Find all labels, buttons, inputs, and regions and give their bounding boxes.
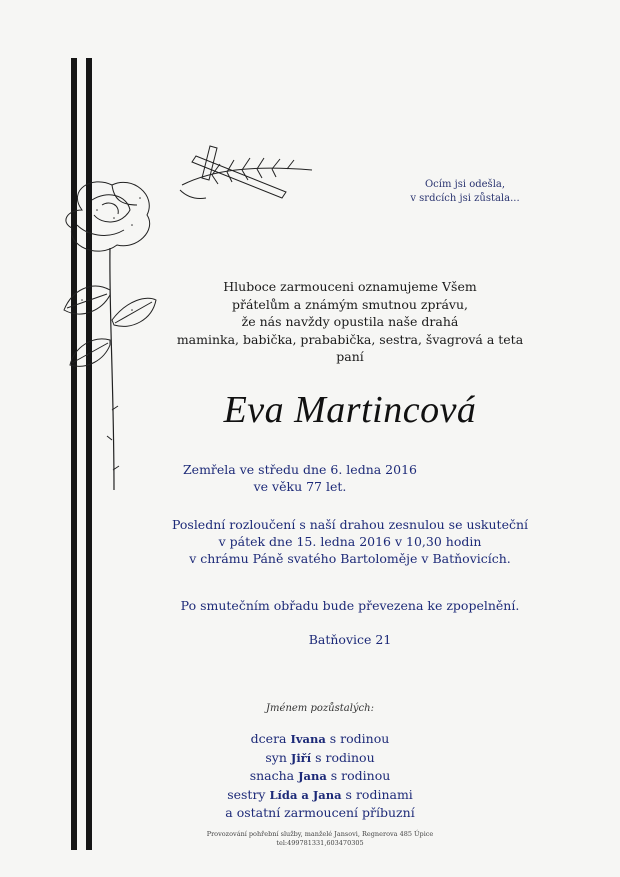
death-date: Zemřela ve středu dne 6. ledna 2016 [182, 462, 417, 477]
funeral-line-3: v chrámu Páně svatého Bartoloměje v Batňovicích. [189, 551, 511, 566]
intro-line-1: Hluboce zarmouceni oznamujeme Všem [223, 279, 477, 294]
funeral-line-1: Poslední rozloučení s naší drahou zesnulou se uskuteční [171, 517, 529, 532]
motto-line-1: Ocím jsi odešla, [424, 179, 506, 190]
funeral-info [150, 516, 550, 567]
cremation-note: Po smutečním obřadu bude převezena ke zpopelnění. [180, 598, 520, 613]
on-behalf-heading: Jménem pozůstalých: [266, 703, 374, 714]
death-info [170, 461, 430, 495]
mourner-line: snacha Jana s rodinou [249, 768, 391, 783]
intro-line-5: paní [336, 349, 364, 364]
funeral-service-footer [190, 830, 450, 848]
intro-line-4: maminka, babička, prababička, sestra, švagrová a teta [176, 331, 524, 347]
mourners-list [190, 730, 450, 823]
mourner-line: dcera Ivana s rodinou [250, 731, 390, 746]
rose-illustration [52, 170, 162, 520]
intro-line-3: že nás navždy opustila naše drahá [241, 314, 459, 329]
footer-line-1: Provozování pohřební služby, manželé Jansovi, Regnerova 485 Úpice [206, 830, 434, 838]
deceased-name: Eva Martincová [223, 389, 477, 431]
mourner-line: sestry Lída a Jana s rodinami [227, 786, 413, 802]
funeral-line-2: v pátek dne 15. ledna 2016 v 10,30 hodin [218, 534, 482, 549]
mourner-line: a ostatní zarmoucení příbuzní [225, 805, 415, 820]
address: Batňovice 21 [308, 632, 392, 647]
cross-with-palm-illustration [172, 140, 322, 212]
intro-line-2: přátelům a známým smutnou zprávu, [231, 296, 469, 312]
mourner-line: syn Jiří s rodinou [265, 749, 375, 765]
announcement-intro [150, 278, 550, 366]
footer-line-2: tel:499781331,603470305 [276, 839, 364, 847]
motto [395, 178, 535, 206]
motto-line-2: v srdcích jsi zůstala... [410, 193, 520, 204]
death-age: ve věku 77 let. [253, 479, 347, 494]
